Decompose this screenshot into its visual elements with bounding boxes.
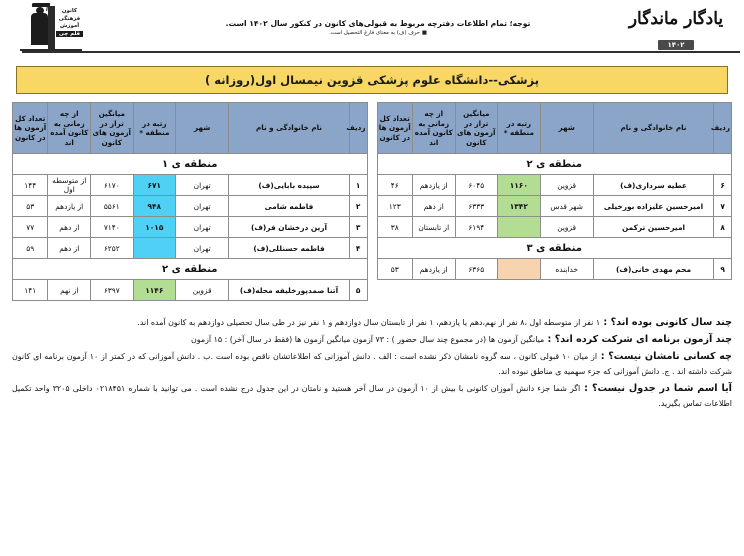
cell-count: ۳۸ [377,217,412,238]
brand-year-badge: ۱۴۰۲ [658,40,693,50]
col-rank: رتبه در منطقه * [133,103,176,154]
cell-idx: ۶ [714,175,732,196]
table-row [13,238,368,259]
footnote-question: چه کسانی نامشان نیست؟ : [597,351,732,362]
cell-avg: ۵۵۶۱ [91,196,134,217]
table-row [13,196,368,217]
cell-city: تهران [176,175,229,196]
cell-name: آتنا صمدپورخلیفه محله(ف) [229,280,350,301]
section-header-row [377,238,732,259]
cell-idx: ۵ [349,280,367,301]
footnote-question: چند سال کانونی بوده اند؟ : [600,317,732,328]
cell-since: از یازدهم [412,259,455,280]
cell-city: شهر قدس [540,196,593,217]
logo-word-1: کانون [61,8,78,14]
col-index: ردیف [349,103,367,154]
logo-word-3: آموزش [59,23,80,29]
cell-idx: ۷ [714,196,732,217]
cell-idx: ۴ [349,238,367,259]
footnote-item [12,332,732,347]
cell-avg: ۶۱۷۰ [91,175,134,196]
cell-count: ۱۴۱ [13,280,48,301]
cell-rank [498,259,541,280]
cell-rank: ۶۷۱ [133,175,176,196]
cell-name: آرین درخشان فر(ف) [229,217,350,238]
table-header-row [13,103,368,154]
col-average: میانگین تراز در آزمون های کانون [455,103,498,154]
cell-rank [133,238,176,259]
col-index: ردیف [714,103,732,154]
footnote-item [12,381,732,411]
section-header-row [13,259,368,280]
cell-city: قزوین [540,175,593,196]
col-since: از چه زمانی به کانون آمده اند [48,103,91,154]
page-title: پزشکی--دانشگاه علوم پزشکی قزوین نیمسال اول(روزانه ) [16,66,728,94]
right-table-wrapper [12,102,368,301]
brand-wordmark: یادگار ماندگار [628,9,724,29]
cell-name: محم مهدی خانی(ف) [593,259,714,280]
table-row [377,259,732,280]
cell-avg: ۶۳۶۵ [455,259,498,280]
logo-bar [48,6,55,50]
section-header-row [377,154,732,175]
col-since: از چه زمانی به کانون آمده اند [412,103,455,154]
cell-since: از دهم [412,196,455,217]
cell-since: از دهم [48,217,91,238]
cell-since: از نهم [48,280,91,301]
kanoon-logo [18,2,84,52]
table-row [13,217,368,238]
footnote-item [12,349,732,379]
table-header-row [377,103,732,154]
logo-word-2: فرهنگی [58,15,81,22]
cell-avg: ۶۳۳۳ [455,196,498,217]
cell-count: ۷۷ [13,217,48,238]
cell-count: ۱۲۳ [377,196,412,217]
cell-idx: ۱ [349,175,367,196]
header-note [198,18,558,38]
header-note-footnote: ■ حرف (ف) به معنای فارغ التحصیل است. [329,30,427,36]
cell-rank: ۹۴۸ [133,196,176,217]
cell-rank: ۱۱۶۰ [498,175,541,196]
footnote-answer: از میان ۱۰ قبولی کانون ، سه گروه نامشان ذکر نشده است : الف . دانش آموزانی که اطلاعاتشان ناقص بوده است .ب . دانش آموزانی که در کمتر از ۱۰ آزمون برنامه ای کانون شرکت داشته اند . ج. دانش آموزانی که جزء سهمیه ی مناطق نبوده اند. [12,352,732,376]
cell-city: تهران [176,196,229,217]
cell-name: فاطمه حسنللی(ف) [229,238,350,259]
cell-avg: ۶۱۹۴ [455,217,498,238]
table-row [377,175,732,196]
col-city: شهر [176,103,229,154]
col-rank: رتبه در منطقه * [498,103,541,154]
col-count: تعداد کل آزمون ها در کانون [377,103,412,154]
cell-avg: ۶۰۴۵ [455,175,498,196]
cell-name: عطیه سرداری(ف) [593,175,714,196]
cell-city: تهران [176,217,229,238]
header-divider [22,51,740,53]
cell-idx: ۲ [349,196,367,217]
cell-avg: ۶۲۵۲ [91,238,134,259]
cell-idx: ۸ [714,217,732,238]
footnote-question: آیا اسم شما در جدول نیست؟ : [580,383,732,394]
figure-body-icon [31,13,48,45]
footnote-item [12,315,732,330]
left-table-body [377,154,732,280]
yadegar-mandegar-logo [616,6,736,52]
cell-rank [498,217,541,238]
footnote-answer: ۱ نفر از متوسطه اول ،۸ نفر از نهم،دهم یا یازدهم، ۱ نفر از تابستان سال دوازدهم و ۱ نفر نیز در طی سال تحصیلی دوازدهم به کانون آمده اند. [137,318,601,327]
section-label: منطقه ی ۲ [377,154,732,175]
cell-count: ۴۶ [377,175,412,196]
cell-avg: ۷۱۴۰ [91,217,134,238]
cell-since: از متوسطه اول [48,175,91,196]
cell-city: خدابنده [540,259,593,280]
right-table-body [13,154,368,301]
cell-rank: ۱۳۴۲ [498,196,541,217]
footnote-answer: میانگین آزمون ها (در مجموع چند سال حضور ) : ۷۳ آزمون میانگین آزمون ها (فقط در سال آخر) : ۱۵ آزمون [191,335,545,344]
footnote-question: چند آزمون برنامه ای شرکت کرده اند؟ : [544,334,732,345]
col-name: نام خانوادگی و نام [229,103,350,154]
table-row [13,280,368,301]
cell-idx: ۳ [349,217,367,238]
left-table-wrapper [377,102,733,301]
cell-idx: ۹ [714,259,732,280]
cell-name: فاطمه شامی [229,196,350,217]
table-row [377,217,732,238]
graduate-figure-icon [28,2,50,46]
cell-rank: ۱۱۴۶ [133,280,176,301]
header-note-main: توجه؛ تمام اطلاعات دفترچه مربوط به قبولی‌های کانون در کنکور سال ۱۴۰۲ است. [225,19,531,28]
results-table-right [12,102,368,301]
table-row [377,196,732,217]
footnotes [12,315,732,411]
section-label: منطقه ی ۲ [13,259,368,280]
cell-avg: ۶۳۹۷ [91,280,134,301]
cell-city: قزوین [176,280,229,301]
cell-since: از دهم [48,238,91,259]
cell-city: تهران [176,238,229,259]
col-average: میانگین تراز در آزمون های کانون [91,103,134,154]
col-city: شهر [540,103,593,154]
cell-name: امیرحسین ترکمن [593,217,714,238]
logo-wordmark [56,8,83,37]
cell-since: از یازدهم [48,196,91,217]
cell-count: ۵۹ [13,238,48,259]
section-header-row [13,154,368,175]
table-row [13,175,368,196]
col-count: تعداد کل آزمون ها در کانون [13,103,48,154]
section-label: منطقه ی ۱ [13,154,368,175]
cell-since: از تابستان [412,217,455,238]
logo-word-4: قلم چی [56,31,83,38]
cell-city: قزوین [540,217,593,238]
cell-since: از یازدهم [412,175,455,196]
cell-rank: ۱۰۱۵ [133,217,176,238]
cell-count: ۵۳ [13,196,48,217]
footnote-answer: اگر شما جزء دانش آموزان کانونی با بیش از ۱۰ آزمون در سال آخر هستید و نامتان در این جدول درج نشده است . می توانید با شماره ۰۲۱۸۴۵۱ داخلی ۳۲۰۵ واحد تکمیل اطلاعات تماس بگیرید. [12,384,732,408]
page-header [0,0,744,58]
results-tables [12,102,732,301]
col-name: نام خانوادگی و نام [593,103,714,154]
cell-count: ۱۴۴ [13,175,48,196]
cell-name: امیرحسین علیزاده بورخیلی [593,196,714,217]
results-table-left [377,102,733,280]
cell-count: ۵۳ [377,259,412,280]
cell-name: سپیده بابایی(ف) [229,175,350,196]
section-label: منطقه ی ۳ [377,238,732,259]
